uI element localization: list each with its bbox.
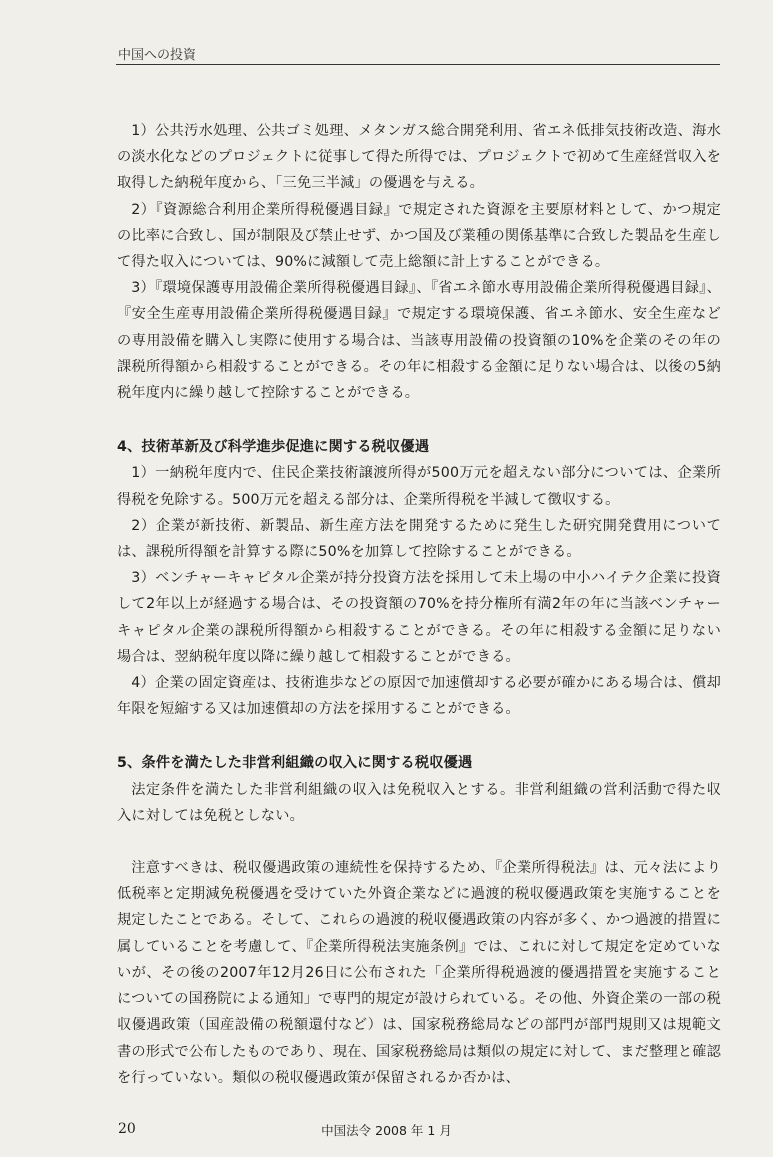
paragraph: 3）ベンチャーキャピタル企業が持分投資方法を採用して未上場の中小ハイテク企業に投資して2年以上が経過する場合は、その投資額の70%を持分権所有満2年の年に当該ベンチャーキャピタル企業の課税所得額から相殺することができる。その年に相殺する金額に足りない場合は、翌納税年度以降に繰り越して相殺することができる。: [117, 570, 721, 665]
paragraph: 2）企業が新技術、新製品、新生産方法を開発するために発生した研究開発費用については、課税所得額を計算する際に50%を加算して控除することができる。: [117, 517, 721, 561]
running-header: 中国への投資: [118, 48, 197, 63]
page-number: 20: [118, 1121, 136, 1137]
paragraph: 4）企業の固定資産は、技術進歩などの原因で加速償却する必要が確かにある場合は、償却年限を短縮する又は加速償却の方法を採用することができる。: [117, 675, 721, 718]
paragraph: 2）『資源総合利用企業所得税優遇目録』で規定された資源を主要原材料として、かつ規定の比率に合致し、国が制限及び禁止せず、かつ国及び業種の関係基準に合致した製品を生産して得た収入については、90%に減額して売上総額に計上することができる。: [117, 201, 721, 271]
publication-title: 中国法令 2008 年 1 月: [321, 1123, 452, 1138]
section-heading: 5、条件を満たした非営利組織の収入に関する税収優遇: [117, 755, 473, 772]
paragraph: 1）一納税年度内で、住民企業技術譲渡所得が500万元を超えない部分については、企業所得税を免除する。500万元を超える部分は、企業所得税を半減して徴収する。: [117, 465, 721, 508]
header-rule: [116, 64, 720, 65]
paragraph: 1）公共汚水処理、公共ゴミ処理、メタンガス総合開発利用、省エネ低排気技術改造、海水の淡水化などのプロジェクトに従事して得た所得では、プロジェクトで初めて生産経営収入を取得した納税年度から、「三免三半減」の優遇を与える。: [117, 123, 721, 192]
paragraph: 3）『環境保護専用設備企業所得税優遇目録』、『省エネ節水専用設備企業所得税優遇目録』、『安全生産専用設備企業所得税優遇目録』で規定する環境保護、省エネ節水、安全生産などの専用設備を購入し実際に使用する場合は、当該専用設備の投資額の10%を企業のその年の課税所得額から相殺することができる。その年に相殺する金額に足りない場合は、以後の5納税年度内に繰り越して控除することができる。: [117, 280, 721, 402]
paragraph: 法定条件を満たした非営利組織の収入は免税収入とする。非営利組織の営利活動で得た収入に対しては免税としない。: [117, 781, 721, 824]
paragraph: 注意すべきは、税収優遇政策の連続性を保持するため、『企業所得税法』は、元々法により低税率と定期減免税優遇を受けていた外資企業などに過渡的税収優遇政策を実施することを規定したことである。そして、これらの過渡的税収優遇政策の内容が多く、かつ過渡的措置に属していることを考慮して、『企業所得税法実施条例』では、これに対して規定を定めていないが、その後の2007年12月26日に公布された「企業所得税過渡的優遇措置を実施することについての国務院による通知」で専門的規定が設けられている。その他、外資企業の一部の税収優遇政策（国産設備の税額還付など）は、国家税務総局などの部門が部門規則又は規範文書の形式で公布したものであり、現在、国家税務総局は類似の規定に対して、まだ整理と確認を行っていない。類似の税収優遇政策が保留されるか否かは、: [117, 860, 721, 1086]
section-heading: 4、技術革新及び科学進歩促進に関する税収優遇: [117, 439, 430, 456]
page-body: [117, 118, 721, 1091]
